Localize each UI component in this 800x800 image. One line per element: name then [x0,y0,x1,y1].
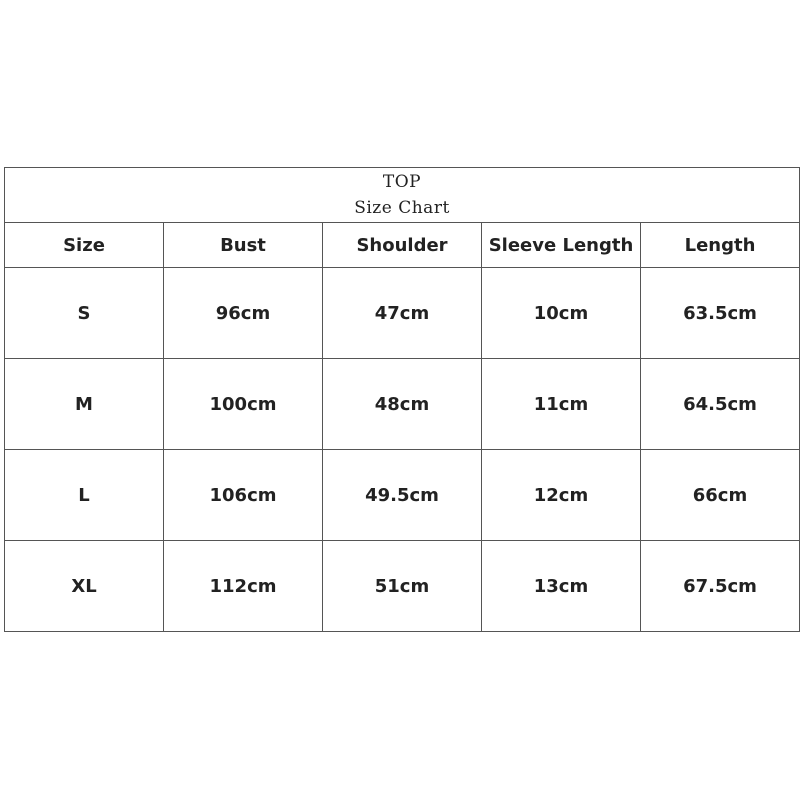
column-header-sleeve-length: Sleeve Length [482,223,641,268]
cell-bust: 100cm [164,359,323,450]
cell-sleeve-length: 11cm [482,359,641,450]
size-chart-table [4,167,800,632]
title-line-2: Size Chart [354,198,450,218]
table-row [5,359,800,450]
cell-bust: 106cm [164,450,323,541]
title-row [5,168,800,223]
table-row [5,450,800,541]
cell-sleeve-length: 10cm [482,268,641,359]
cell-length: 64.5cm [641,359,800,450]
column-header-length: Length [641,223,800,268]
table-row [5,541,800,632]
cell-bust: 96cm [164,268,323,359]
table-row [5,268,800,359]
cell-size: L [5,450,164,541]
cell-size: S [5,268,164,359]
cell-shoulder: 49.5cm [323,450,482,541]
cell-size: M [5,359,164,450]
column-header-size: Size [5,223,164,268]
title-line-1: TOP [382,172,422,192]
column-header-bust: Bust [164,223,323,268]
column-header-shoulder: Shoulder [323,223,482,268]
cell-shoulder: 47cm [323,268,482,359]
cell-sleeve-length: 12cm [482,450,641,541]
cell-length: 67.5cm [641,541,800,632]
cell-shoulder: 48cm [323,359,482,450]
cell-length: 63.5cm [641,268,800,359]
cell-sleeve-length: 13cm [482,541,641,632]
cell-size: XL [5,541,164,632]
cell-shoulder: 51cm [323,541,482,632]
header-row [5,223,800,268]
table-title [5,168,800,223]
cell-bust: 112cm [164,541,323,632]
cell-length: 66cm [641,450,800,541]
